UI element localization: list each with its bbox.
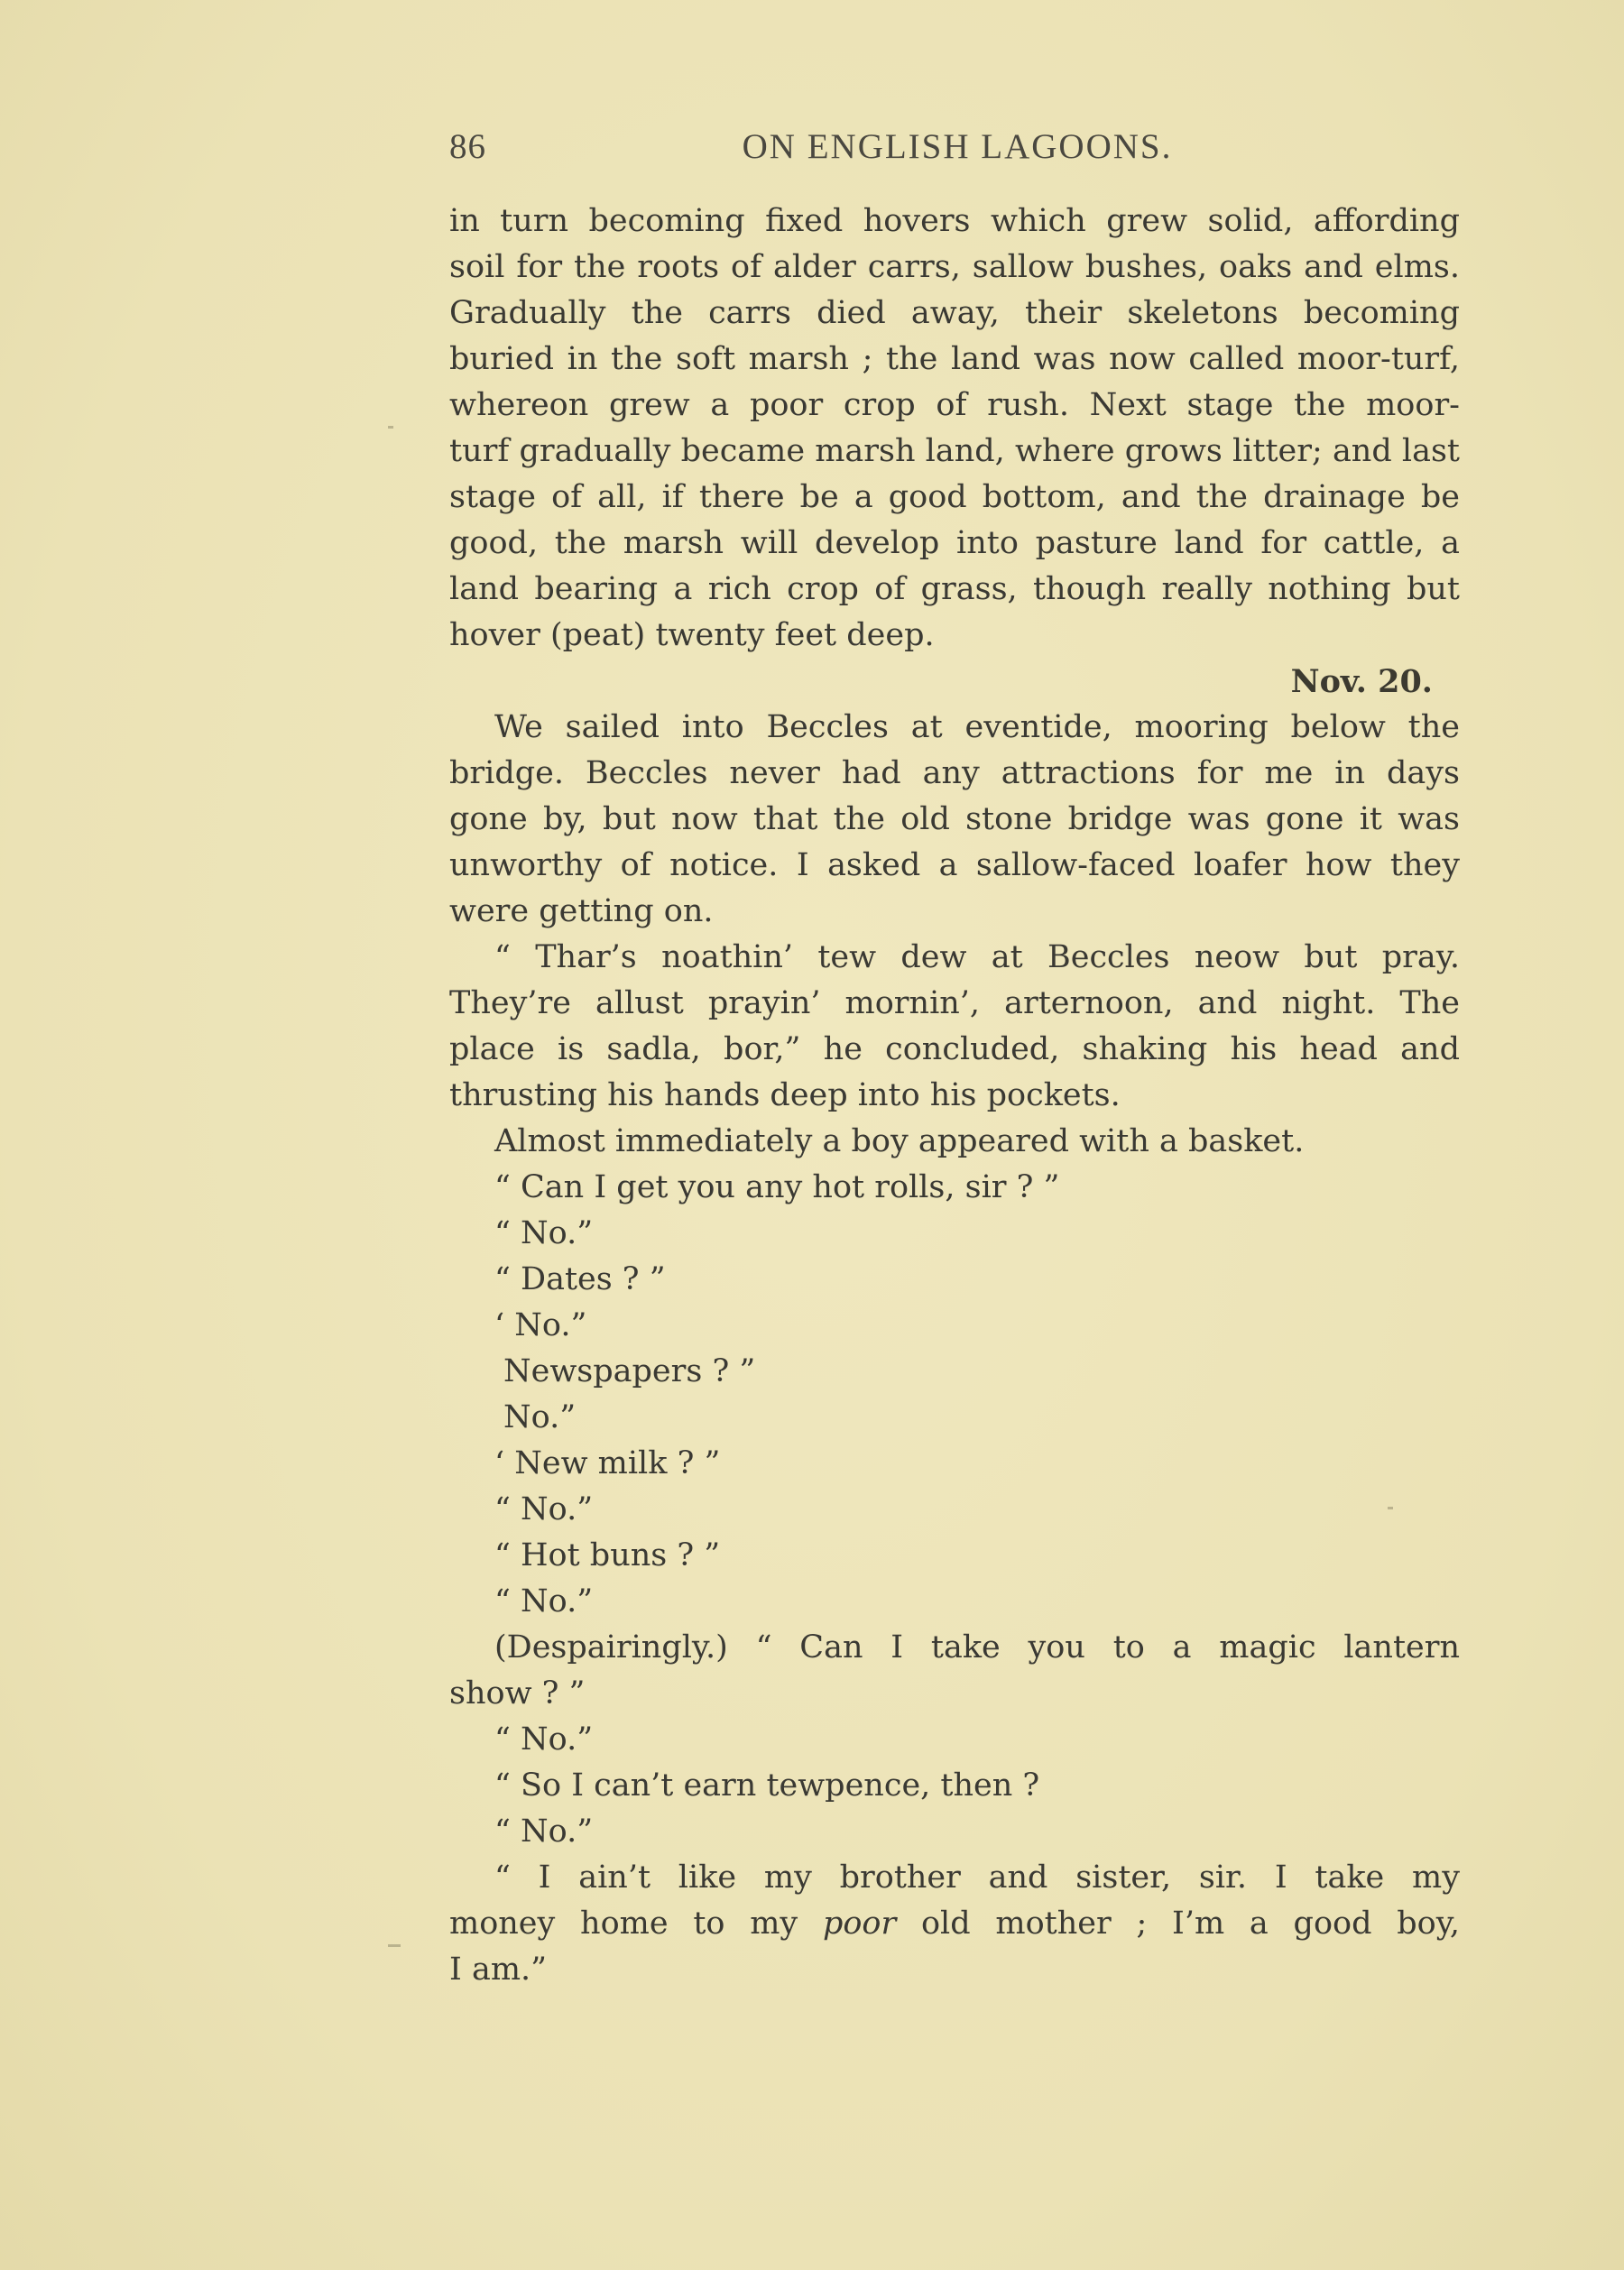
text-line: “ Thar’s noathin’ tew dew at Beccles neow but pray. <box>494 939 1460 975</box>
page-body <box>449 198 1460 1993</box>
text-line: thrusting his hands deep into his pockets. <box>449 1077 1121 1113</box>
text-line: gone by, but now that the old stone bridge was gone it was <box>449 801 1460 837</box>
dialogue-line: “ No.” <box>494 1721 594 1758</box>
dialogue-line: No.” <box>503 1399 577 1435</box>
dialogue-line: show ? ” <box>449 1675 586 1712</box>
dialogue-line: Newspapers ? ” <box>503 1353 756 1389</box>
paper-speck <box>388 1944 401 1947</box>
text-line: hover (peat) twenty feet deep. <box>449 617 935 653</box>
text-line: We sailed into Beccles at eventide, mooring below the <box>494 709 1460 745</box>
text-line: soil for the roots of alder carrs, sallow bushes, oaks and elms. <box>449 249 1460 285</box>
text-line: unworthy of notice. I asked a sallow-faced loafer how they <box>449 847 1460 883</box>
page-number: 86 <box>449 127 486 166</box>
dialogue-line: “ No.” <box>494 1813 594 1850</box>
dialogue-line: “ So I can’t earn tewpence, then ? <box>494 1767 1040 1804</box>
dialogue-line: ‘ New milk ? ” <box>494 1445 721 1481</box>
dialogue-line: “ Dates ? ” <box>494 1261 666 1297</box>
text-line: buried in the soft marsh ; the land was now called moor-turf, <box>449 341 1460 377</box>
text-line: in turn becoming fixed hovers which grew solid, affording <box>449 203 1460 239</box>
dialogue-line <box>449 1901 1460 1947</box>
dialogue-fragment: money home to my <box>449 1906 823 1942</box>
dialogue-line: Almost immediately a boy appeared with a basket. <box>494 1123 1305 1159</box>
text-line: place is sadla, bor,” he concluded, shaking his head and <box>449 1031 1460 1067</box>
dialogue-line: “ No.” <box>494 1583 594 1619</box>
text-line: Gradually the carrs died away, their skeletons becoming <box>449 295 1460 331</box>
text-line: They’re allust prayin’ mornin’, arternoon, and night. The <box>449 985 1460 1021</box>
date-heading: Nov. 20. <box>1290 663 1433 700</box>
running-title: ON ENGLISH LAGOONS. <box>742 127 1173 166</box>
page-header <box>449 126 1465 180</box>
paragraph-hover-stages <box>449 198 1460 659</box>
emphasis-poor: poor <box>822 1906 897 1942</box>
dialogue-line: “ No.” <box>494 1491 594 1527</box>
paragraph-loafer-speech <box>449 935 1460 1119</box>
dialogue-line: ‘ No.” <box>494 1307 587 1343</box>
text-line: whereon grew a poor crop of rush. Next stage the moor- <box>449 387 1460 423</box>
dialogue-line: “ I ain’t like my brother and sister, sir. I take my <box>494 1859 1460 1896</box>
dialogue-boy-with-basket <box>449 1119 1460 1993</box>
text-line: land bearing a rich crop of grass, though really nothing but <box>449 571 1460 607</box>
dialogue-line: “ Can I get you any hot rolls, sir ? ” <box>494 1169 1060 1205</box>
dialogue-line: I am.” <box>449 1952 548 1988</box>
text-line: were getting on. <box>449 893 714 929</box>
dialogue-fragment: old mother ; I’m a good boy, <box>896 1906 1460 1942</box>
text-line: good, the marsh will develop into pasture land for cattle, a <box>449 525 1460 561</box>
dialogue-line: “ Hot buns ? ” <box>494 1537 721 1573</box>
dialogue-line: “ No.” <box>494 1215 594 1251</box>
text-line: turf gradually became marsh land, where grows litter; and last <box>449 433 1460 469</box>
paragraph-beccles-arrival <box>449 705 1460 935</box>
text-line: stage of all, if there be a good bottom, and the drainage be <box>449 479 1460 515</box>
dialogue-line: (Despairingly.) “ Can I take you to a magic lantern <box>494 1629 1460 1666</box>
paper-speck <box>1388 1507 1393 1509</box>
text-line: bridge. Beccles never had any attractions for me in days <box>449 755 1460 791</box>
paper-speck <box>388 426 393 429</box>
